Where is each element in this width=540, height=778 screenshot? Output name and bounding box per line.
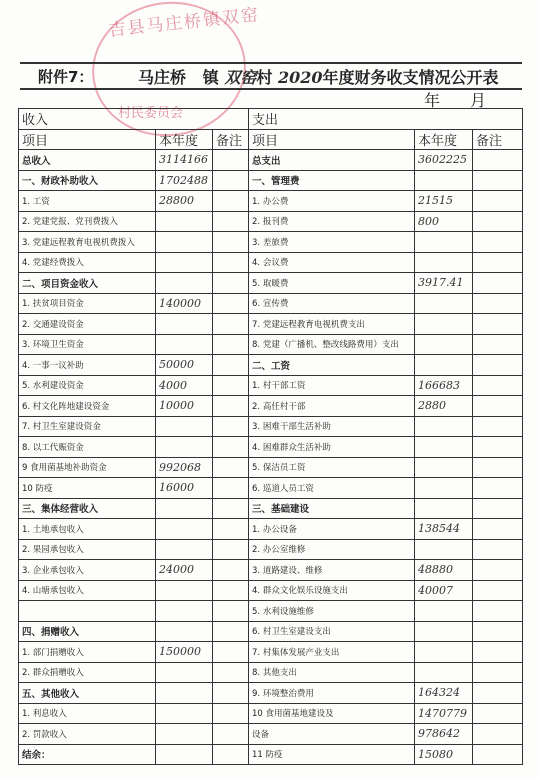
expense-item: 7. 村集体发展产业支出 — [249, 642, 415, 663]
income-amount: 16000 — [156, 478, 213, 499]
income-remark — [213, 314, 249, 335]
income-amount — [156, 744, 213, 765]
expense-remark — [473, 601, 523, 622]
expense-remark — [473, 396, 523, 417]
income-item: 3. 环境卫生资金 — [19, 334, 156, 355]
income-remark — [213, 334, 249, 355]
table-row — [19, 437, 523, 458]
income-item: 1. 部门捐赠收入 — [19, 642, 156, 663]
expense-remark — [473, 724, 523, 745]
attachment-label: 附件7： — [38, 68, 94, 86]
expense-amount: 3602225 — [415, 150, 473, 171]
income-item: 9 食用菌基地补助资金 — [19, 457, 156, 478]
expense-item: 3. 困难干部生活补助 — [249, 416, 415, 437]
expense-amount — [415, 314, 473, 335]
table-row — [19, 457, 523, 478]
income-amount — [156, 703, 213, 724]
expense-amount: 1470779 — [415, 703, 473, 724]
expense-item: 设备 — [249, 724, 415, 745]
expense-remark — [473, 293, 523, 314]
expense-amount — [415, 457, 473, 478]
income-item: 结余： — [19, 744, 156, 765]
table-row — [19, 703, 523, 724]
income-item: 5. 水利建设资金 — [19, 375, 156, 396]
town-suffix: 镇 — [202, 68, 219, 87]
expense-remark — [473, 355, 523, 376]
expense-amount — [415, 642, 473, 663]
income-item: 五、其他收入 — [19, 683, 156, 704]
village-suffix: 村 — [256, 68, 273, 87]
income-remark — [213, 580, 249, 601]
expense-remark — [473, 662, 523, 683]
income-remark — [213, 416, 249, 437]
income-remark — [213, 724, 249, 745]
expense-remark — [473, 744, 523, 765]
expense-remark — [473, 416, 523, 437]
expense-remark-header: 备注 — [473, 129, 523, 150]
expense-item: 5. 保洁员工资 — [249, 457, 415, 478]
income-item: 6. 村文化阵地建设资金 — [19, 396, 156, 417]
income-remark — [213, 642, 249, 663]
expense-remark — [473, 437, 523, 458]
income-remark — [213, 703, 249, 724]
income-remark — [213, 683, 249, 704]
table-row — [19, 416, 523, 437]
income-item: 3. 企业承包收入 — [19, 560, 156, 581]
income-remark — [213, 457, 249, 478]
table-row — [19, 478, 523, 499]
year-value: 2020 — [277, 68, 323, 87]
table-row — [19, 621, 523, 642]
month-label: 月 — [470, 91, 487, 110]
income-item: 4. 一事一议补助 — [19, 355, 156, 376]
expense-item: 1. 办公设备 — [249, 519, 415, 540]
income-remark — [213, 293, 249, 314]
income-item: 3. 党建远程教育电视机费拨入 — [19, 232, 156, 253]
expense-amount — [415, 170, 473, 191]
income-remark — [213, 170, 249, 191]
seal-ring-text: 吉县马庄桥镇双窑 — [107, 5, 261, 41]
income-amount — [156, 498, 213, 519]
table-row — [19, 560, 523, 581]
table-row — [19, 580, 523, 601]
income-amount-header: 本年度 — [156, 129, 213, 150]
income-remark — [213, 498, 249, 519]
expense-remark — [473, 273, 523, 294]
expense-remark — [473, 334, 523, 355]
income-amount: 140000 — [156, 293, 213, 314]
income-amount — [156, 539, 213, 560]
expense-item: 2. 办公室维修 — [249, 539, 415, 560]
income-amount: 10000 — [156, 396, 213, 417]
expense-remark — [473, 642, 523, 663]
income-item: 1. 扶贫项目资金 — [19, 293, 156, 314]
title-suffix: 年度财务收支情况公开表 — [322, 68, 499, 87]
income-remark — [213, 560, 249, 581]
expense-item: 3. 差旅费 — [249, 232, 415, 253]
expense-item: 5. 水利设施维修 — [249, 601, 415, 622]
expense-amount: 48880 — [415, 560, 473, 581]
table-row — [19, 744, 523, 765]
village-name: 双窑 — [224, 68, 257, 87]
expense-amount — [415, 437, 473, 458]
expense-remark — [473, 498, 523, 519]
expense-amount: 978642 — [415, 724, 473, 745]
expense-item: 3. 道路建设、维修 — [249, 560, 415, 581]
income-remark — [213, 744, 249, 765]
income-amount: 28800 — [156, 191, 213, 212]
expense-amount — [415, 539, 473, 560]
expense-section-label: 支出 — [249, 109, 523, 130]
income-item: 2. 罚款收入 — [19, 724, 156, 745]
expense-remark — [473, 232, 523, 253]
income-item: 总收入 — [19, 150, 156, 171]
table-row — [19, 375, 523, 396]
expense-amount: 2880 — [415, 396, 473, 417]
income-item: 4. 党建经费拨入 — [19, 252, 156, 273]
income-remark — [213, 232, 249, 253]
income-item: 10 防疫 — [19, 478, 156, 499]
income-amount — [156, 211, 213, 232]
expense-amount — [415, 293, 473, 314]
expense-amount: 15080 — [415, 744, 473, 765]
income-remark — [213, 355, 249, 376]
income-remark — [213, 375, 249, 396]
expense-remark — [473, 580, 523, 601]
expense-remark — [473, 621, 523, 642]
income-item: 1. 工资 — [19, 191, 156, 212]
income-remark — [213, 211, 249, 232]
expense-remark — [473, 703, 523, 724]
expense-amount — [415, 662, 473, 683]
expense-item: 总支出 — [249, 150, 415, 171]
table-row — [19, 273, 523, 294]
expense-amount — [415, 498, 473, 519]
expense-item: 6. 宣传费 — [249, 293, 415, 314]
table-row — [19, 601, 523, 622]
income-amount — [156, 314, 213, 335]
expense-item: 7. 党建远程教育电视机费支出 — [249, 314, 415, 335]
expense-amount — [415, 232, 473, 253]
income-amount: 992068 — [156, 457, 213, 478]
table-row — [19, 191, 523, 212]
expense-amount — [415, 478, 473, 499]
income-amount: 150000 — [156, 642, 213, 663]
expense-remark — [473, 560, 523, 581]
income-amount — [156, 601, 213, 622]
income-remark — [213, 539, 249, 560]
expense-remark — [473, 252, 523, 273]
income-item: 4. 山塘承包收入 — [19, 580, 156, 601]
income-item: 2. 交通建设资金 — [19, 314, 156, 335]
income-item: 2. 群众捐赠收入 — [19, 662, 156, 683]
expense-item: 6. 巡道人员工资 — [249, 478, 415, 499]
expense-amount: 800 — [415, 211, 473, 232]
table-row — [19, 232, 523, 253]
income-item: 一、财政补助收入 — [19, 170, 156, 191]
income-item: 8. 以工代赈资金 — [19, 437, 156, 458]
header-row — [19, 129, 523, 150]
expense-amount — [415, 252, 473, 273]
expense-item: 4. 会议费 — [249, 252, 415, 273]
income-remark — [213, 437, 249, 458]
expense-remark — [473, 519, 523, 540]
expense-remark — [473, 683, 523, 704]
income-remark — [213, 478, 249, 499]
income-amount — [156, 437, 213, 458]
income-remark — [213, 621, 249, 642]
expense-amount — [415, 621, 473, 642]
expense-item: 1. 村干部工资 — [249, 375, 415, 396]
expense-remark — [473, 539, 523, 560]
income-amount — [156, 662, 213, 683]
income-item: 三、集体经营收入 — [19, 498, 156, 519]
table-row — [19, 519, 523, 540]
income-item: 7. 村卫生室建设资金 — [19, 416, 156, 437]
expense-amount — [415, 416, 473, 437]
income-amount — [156, 273, 213, 294]
income-amount: 24000 — [156, 560, 213, 581]
section-row — [19, 109, 523, 130]
expense-remark — [473, 375, 523, 396]
expense-item: 4. 群众文化娱乐设施支出 — [249, 580, 415, 601]
income-remark-header: 备注 — [213, 129, 249, 150]
income-remark — [213, 396, 249, 417]
expense-remark — [473, 478, 523, 499]
town-name: 马庄桥 — [138, 68, 187, 87]
expense-item: 三、基础建设 — [249, 498, 415, 519]
expense-amount: 21515 — [415, 191, 473, 212]
table-row — [19, 662, 523, 683]
income-amount — [156, 580, 213, 601]
expense-item: 10 食用菌基地建设及 — [249, 703, 415, 724]
expense-remark — [473, 314, 523, 335]
income-item-header: 项目 — [19, 129, 156, 150]
income-amount — [156, 252, 213, 273]
income-section-label: 收入 — [19, 109, 249, 130]
income-remark — [213, 519, 249, 540]
expense-remark — [473, 457, 523, 478]
income-amount: 1702488 — [156, 170, 213, 191]
finance-table — [18, 108, 523, 765]
income-item: 2. 党建党报、党刊费拨入 — [19, 211, 156, 232]
income-remark — [213, 252, 249, 273]
table-row — [19, 150, 523, 171]
expense-amount-header: 本年度 — [415, 129, 473, 150]
page-title — [138, 65, 498, 88]
income-remark — [213, 150, 249, 171]
expense-amount — [415, 601, 473, 622]
income-item: 1. 土地承包收入 — [19, 519, 156, 540]
income-item — [19, 601, 156, 622]
income-amount — [156, 621, 213, 642]
expense-amount: 138544 — [415, 519, 473, 540]
expense-remark — [473, 170, 523, 191]
expense-item-header: 项目 — [249, 129, 415, 150]
income-remark — [213, 191, 249, 212]
income-item: 二、项目资金收入 — [19, 273, 156, 294]
expense-item: 2. 报刊费 — [249, 211, 415, 232]
expense-remark — [473, 211, 523, 232]
income-remark — [213, 273, 249, 294]
expense-item: 11 防疫 — [249, 744, 415, 765]
income-remark — [213, 601, 249, 622]
table-row — [19, 252, 523, 273]
table-row — [19, 211, 523, 232]
income-item: 1. 利息收入 — [19, 703, 156, 724]
table-row — [19, 642, 523, 663]
expense-item: 一、管理费 — [249, 170, 415, 191]
table-row — [19, 314, 523, 335]
income-amount — [156, 724, 213, 745]
table-row — [19, 355, 523, 376]
table-row — [19, 683, 523, 704]
income-remark — [213, 662, 249, 683]
expense-amount: 40007 — [415, 580, 473, 601]
income-amount — [156, 416, 213, 437]
income-amount — [156, 519, 213, 540]
expense-item: 5. 取暖费 — [249, 273, 415, 294]
table-row — [19, 498, 523, 519]
seal-bottom-text: 村民委员会 — [118, 106, 184, 121]
expense-item: 8. 其他支出 — [249, 662, 415, 683]
table-row — [19, 293, 523, 314]
expense-remark — [473, 150, 523, 171]
income-amount: 4000 — [156, 375, 213, 396]
expense-item: 8. 党建（广播机、整改线路费用）支出 — [249, 334, 415, 355]
expense-item: 4. 困难群众生活补助 — [249, 437, 415, 458]
table-row — [19, 170, 523, 191]
income-amount: 50000 — [156, 355, 213, 376]
expense-item: 9. 环境整治费用 — [249, 683, 415, 704]
expense-amount: 3917.41 — [415, 273, 473, 294]
income-item: 四、捐赠收入 — [19, 621, 156, 642]
table-row — [19, 396, 523, 417]
table-row — [19, 539, 523, 560]
income-amount — [156, 232, 213, 253]
expense-item: 6. 村卫生室建设支出 — [249, 621, 415, 642]
income-amount: 3114166 — [156, 150, 213, 171]
year-label: 年 — [424, 91, 441, 110]
table-row — [19, 724, 523, 745]
income-amount — [156, 334, 213, 355]
expense-amount — [415, 334, 473, 355]
income-amount — [156, 683, 213, 704]
expense-amount: 164324 — [415, 683, 473, 704]
table-row — [19, 334, 523, 355]
income-item: 2. 果园承包收入 — [19, 539, 156, 560]
expense-amount: 166683 — [415, 375, 473, 396]
expense-amount — [415, 355, 473, 376]
title-row — [20, 62, 522, 90]
expense-remark — [473, 191, 523, 212]
expense-item: 1. 办公费 — [249, 191, 415, 212]
expense-item: 二、工资 — [249, 355, 415, 376]
expense-item: 2. 高任村干部 — [249, 396, 415, 417]
